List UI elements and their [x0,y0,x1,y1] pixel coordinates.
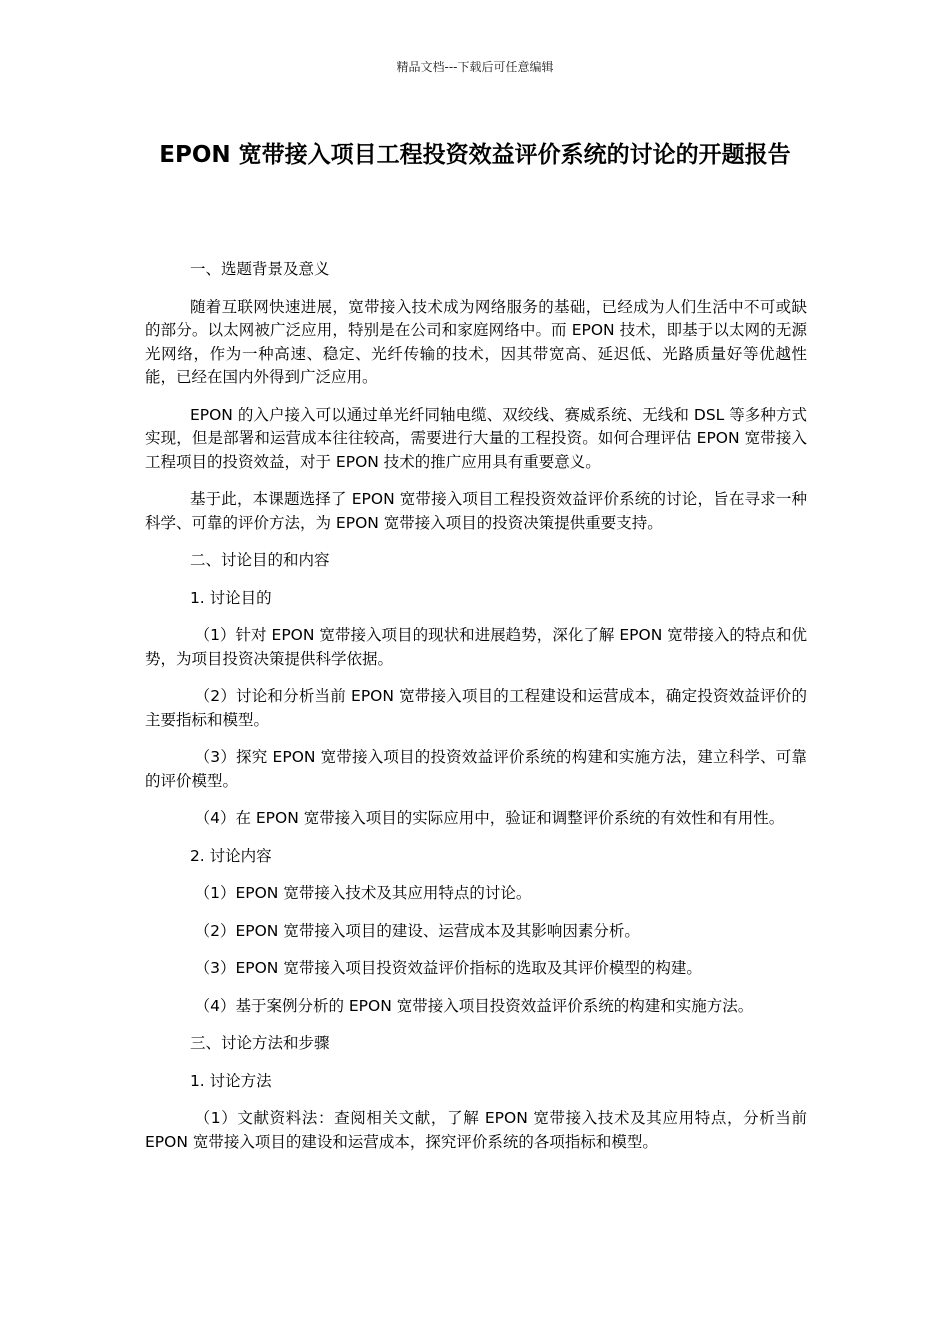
document-body [145,258,807,1168]
body-paragraph: 随着互联网快速进展，宽带接入技术成为网络服务的基础，已经成为人们生活中不可或缺的部分。以太网被广泛应用，特别是在公司和家庭网络中。而 EPON 技术，即基于以太网的无源光网络，作为一种高速、稳定、光纤传输的技术，因其带宽高、延迟低、光路质量好等优越性能，已经在国内外得到广泛应用。 [145,297,807,386]
section-heading: 三、讨论方法和步骤 [189,1034,330,1052]
list-item: （3）探究 EPON 宽带接入项目的投资效益评价系统的构建和实施方法，建立科学、可靠的评价模型。 [145,748,807,790]
subsection-heading: 2. 讨论内容 [189,846,272,865]
list-item: （4）在 EPON 宽带接入项目的实际应用中，验证和调整评价系统的有效性和有用性。 [194,809,785,827]
document-title: EPON 宽带接入项目工程投资效益评价系统的讨论的开题报告 [159,142,791,168]
list-item: （3）EPON 宽带接入项目投资效益评价指标的选取及其评价模型的构建。 [194,959,702,977]
list-item: （2）EPON 宽带接入项目的建设、运营成本及其影响因素分析。 [194,921,640,940]
body-paragraph: 基于此，本课题选择了 EPON 宽带接入项目工程投资效益评价系统的讨论，旨在寻求一种科学、可靠的评价方法，为 EPON 宽带接入项目的投资决策提供重要支持。 [145,490,807,532]
subsection-heading: 1. 讨论方法 [189,1071,272,1090]
section-heading: 一、选题背景及意义 [189,260,330,278]
page-header-note: 精品文档---下载后可任意编辑 [396,60,554,74]
body-paragraph: EPON 的入户接入可以通过单光纤同轴电缆、双绞线、赛威系统、无线和 DSL 等多种方式实现，但是部署和运营成本往往较高，需要进行大量的工程投资。如何合理评估 EPON 宽带接入工程项目的投资效益，对于 EPON 技术的推广应用具有重要意义。 [145,405,807,471]
section-heading: 二、讨论目的和内容 [189,551,330,569]
list-item: （1）针对 EPON 宽带接入项目的现状和进展趋势，深化了解 EPON 宽带接入的特点和优势，为项目投资决策提供科学依据。 [145,626,807,668]
list-item: （1）文献资料法：查阅相关文献，了解 EPON 宽带接入技术及其应用特点，分析当前 EPON 宽带接入项目的建设和运营成本，探究评价系统的各项指标和模型。 [145,1109,807,1151]
list-item: （4）基于案例分析的 EPON 宽带接入项目投资效益评价系统的构建和实施方法。 [194,996,754,1015]
list-item: （1）EPON 宽带接入技术及其应用特点的讨论。 [194,884,532,902]
list-item: （2）讨论和分析当前 EPON 宽带接入项目的工程建设和运营成本，确定投资效益评价的主要指标和模型。 [145,687,807,729]
subsection-heading: 1. 讨论目的 [189,588,272,607]
